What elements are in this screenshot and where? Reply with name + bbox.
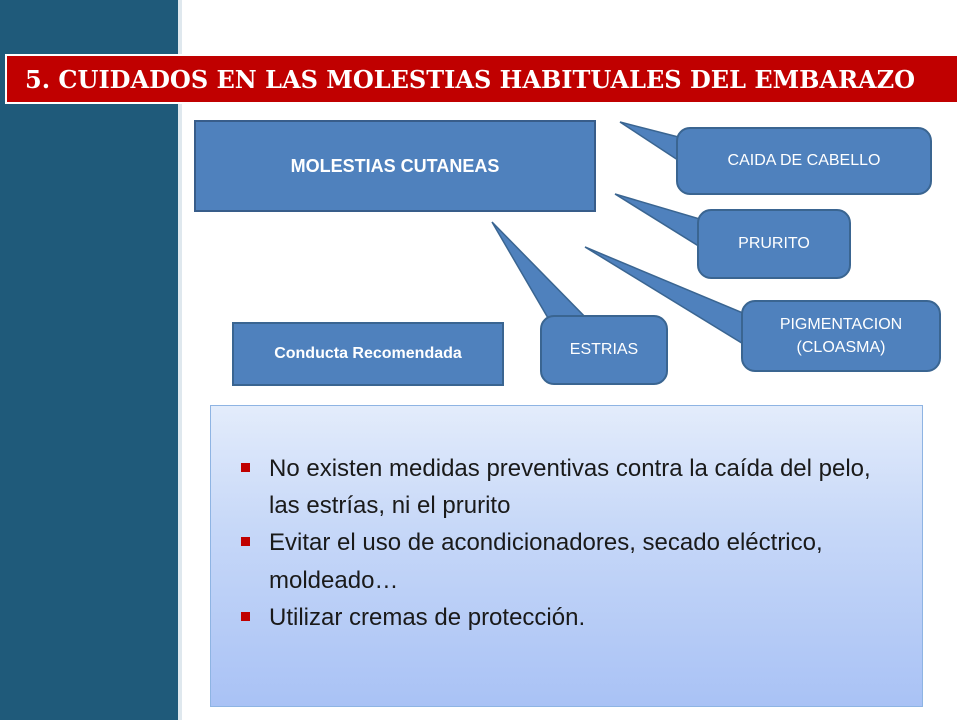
list-item: [229, 599, 892, 636]
pigmentacion-line1: PIGMENTACION: [779, 315, 903, 333]
conducta-recomendada-box: [232, 322, 504, 386]
prurito-pointer: [615, 194, 710, 250]
pigmentacion-bubble: [741, 300, 941, 372]
estrias-pointer: [492, 222, 590, 330]
molestias-cutaneas-label: MOLESTIAS CUTANEAS: [290, 155, 500, 176]
list-item-text: No existen medidas preventivas contra la caída del pelo, las estrías, ni el prurito: [269, 455, 871, 520]
caida-de-cabello-bubble: [676, 127, 932, 195]
square-bullet-icon: [241, 612, 250, 621]
list-item-text: Utilizar cremas de protección.: [269, 603, 586, 631]
estrias-bubble: [540, 315, 668, 385]
page-title: 5. CUIDADOS EN LAS MOLESTIAS HABITUALES DEL EMBARAZO: [25, 64, 916, 94]
recommendations-box: [210, 405, 923, 707]
recommendations-list: [229, 450, 892, 636]
prurito-label: PRURITO: [738, 235, 810, 252]
list-item: [229, 524, 892, 598]
pigmentacion-line2: (CLOASMA): [796, 339, 886, 356]
caida-de-cabello-label: CAIDA DE CABELLO: [727, 152, 881, 169]
estrias-label: ESTRIAS: [569, 341, 639, 358]
list-item-text: Evitar el uso de acondicionadores, secado eléctrico, moldeado…: [269, 529, 823, 594]
square-bullet-icon: [241, 463, 250, 472]
list-item: [229, 450, 892, 524]
molestias-cutaneas-box: [194, 120, 596, 212]
square-bullet-icon: [241, 537, 250, 546]
conducta-recomendada-label: Conducta Recomendada: [274, 345, 462, 362]
prurito-bubble: [697, 209, 851, 279]
pigmentacion-label: [780, 313, 902, 359]
